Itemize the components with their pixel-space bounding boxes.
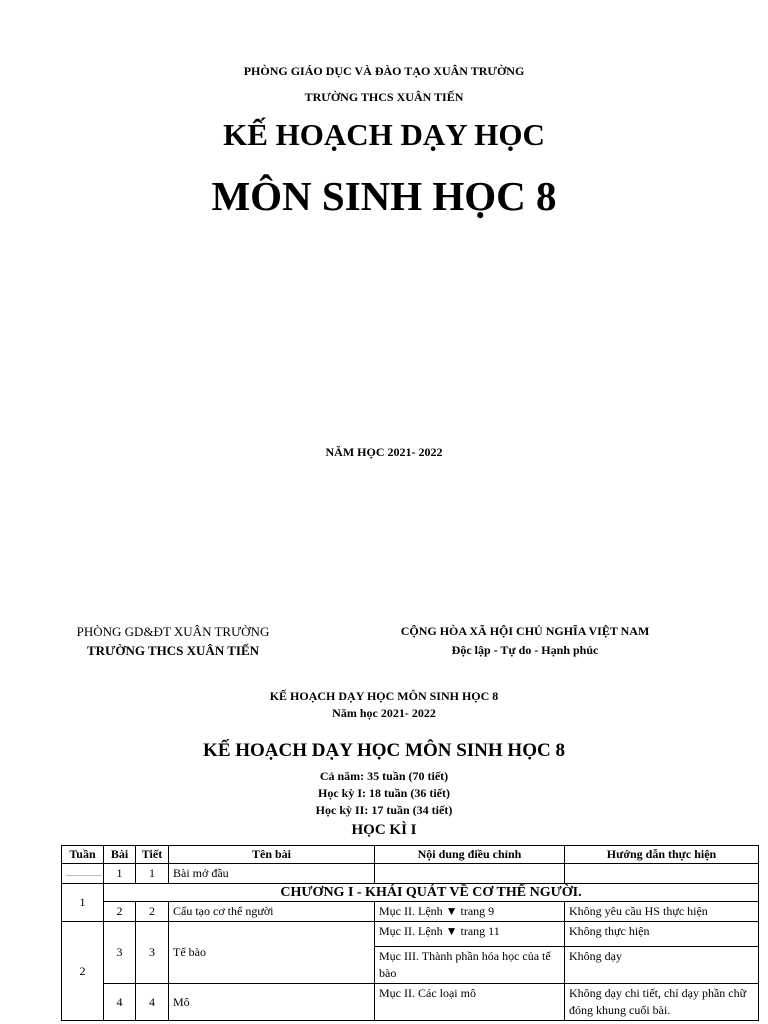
week-placeholder: .................. <box>62 864 104 884</box>
lesson-no: 3 <box>104 922 136 984</box>
department-name: PHÒNG GIÁO DỤC VÀ ĐÀO TẠO XUÂN TRƯỜNG <box>243 64 525 78</box>
issuer-department: PHÒNG GD&ĐT XUÂN TRƯỜNG <box>76 624 270 639</box>
school-year: NĂM HỌC 2021- 2022 <box>325 445 443 459</box>
national-motto: Độc lập - Tự do - Hạnh phúc <box>451 643 599 657</box>
lesson-no: 4 <box>104 984 136 1021</box>
lesson-no: 1 <box>104 864 136 884</box>
lesson-no: 2 <box>104 902 136 922</box>
guidance <box>565 864 759 884</box>
adjustment <box>375 864 565 884</box>
lesson-name: Tế bào <box>169 922 375 984</box>
week-cell: 1 <box>62 884 104 922</box>
guidance: Không yêu cầu HS thực hiện <box>565 902 759 922</box>
header-lesson-no: Bài <box>104 846 136 864</box>
section-title: KẾ HOẠCH DẠY HỌC MÔN SINH HỌC 8 <box>269 689 499 703</box>
period-no: 2 <box>136 902 169 922</box>
national-name: CỘNG HÒA XÃ HỘI CHỦ NGHĨA VIỆT NAM <box>400 624 650 638</box>
semester-heading: HỌC KÌ I <box>351 822 417 838</box>
adjustment: Mục III. Thành phần hóa học của tế bào <box>375 947 565 984</box>
lesson-name: Bài mở đầu <box>169 864 375 884</box>
national-header <box>380 622 670 660</box>
section-year: Năm học 2021- 2022 <box>332 706 436 720</box>
adjustment: Mục II. Các loại mô <box>375 984 565 1021</box>
guidance: Không dạy <box>565 947 759 984</box>
semester2-info: Học kỳ II: 17 tuần (34 tiết) <box>315 803 453 817</box>
chapter-title: CHƯƠNG I - KHÁI QUÁT VỀ CƠ THỂ NGƯỜI. <box>104 884 759 902</box>
section-main-title: KẾ HOẠCH DẠY HỌC MÔN SINH HỌC 8 <box>203 740 565 761</box>
subject-title: MÔN SINH HỌC 8 <box>211 173 557 219</box>
whole-year-info: Cả năm: 35 tuần (70 tiết) <box>319 769 449 783</box>
lesson-name: Mô <box>169 984 375 1021</box>
week-cell: 2 <box>62 922 104 1021</box>
table-row <box>62 984 759 1021</box>
header-adjustment: Nội dung điều chỉnh <box>375 846 565 864</box>
school-name: TRƯỜNG THCS XUÂN TIẾN <box>304 90 464 104</box>
semester1-info: Học kỳ I: 18 tuần (36 tiết) <box>318 786 450 800</box>
period-no: 1 <box>136 864 169 884</box>
section-title-block <box>0 688 768 722</box>
table-row <box>62 864 759 884</box>
header-period: Tiết <box>136 846 169 864</box>
period-no: 4 <box>136 984 169 1021</box>
lesson-name: Cấu tạo cơ thể người <box>169 902 375 922</box>
header-lesson-name: Tên bài <box>169 846 375 864</box>
guidance: Không dạy chi tiết, chỉ dạy phần chữ đóng khung cuối bài. <box>565 984 759 1021</box>
plan-title: KẾ HOẠCH DẠY HỌC <box>223 117 545 152</box>
period-no: 3 <box>136 922 169 984</box>
guidance: Không thực hiện <box>565 922 759 947</box>
issuer-header <box>68 622 278 660</box>
issuer-school: TRƯỜNG THCS XUÂN TIẾN <box>86 643 260 658</box>
adjustment: Mục II. Lệnh ▼ trang 11 <box>375 922 565 947</box>
header-week: Tuần <box>62 846 104 864</box>
time-allocation <box>0 768 768 819</box>
table-header-row <box>62 846 759 864</box>
header-guidance: Hướng dẫn thực hiện <box>565 846 759 864</box>
adjustment: Mục II. Lệnh ▼ trang 9 <box>375 902 565 922</box>
lesson-plan-table <box>61 845 759 1021</box>
table-row <box>62 922 759 947</box>
chapter-row <box>62 884 759 902</box>
table-row <box>62 902 759 922</box>
